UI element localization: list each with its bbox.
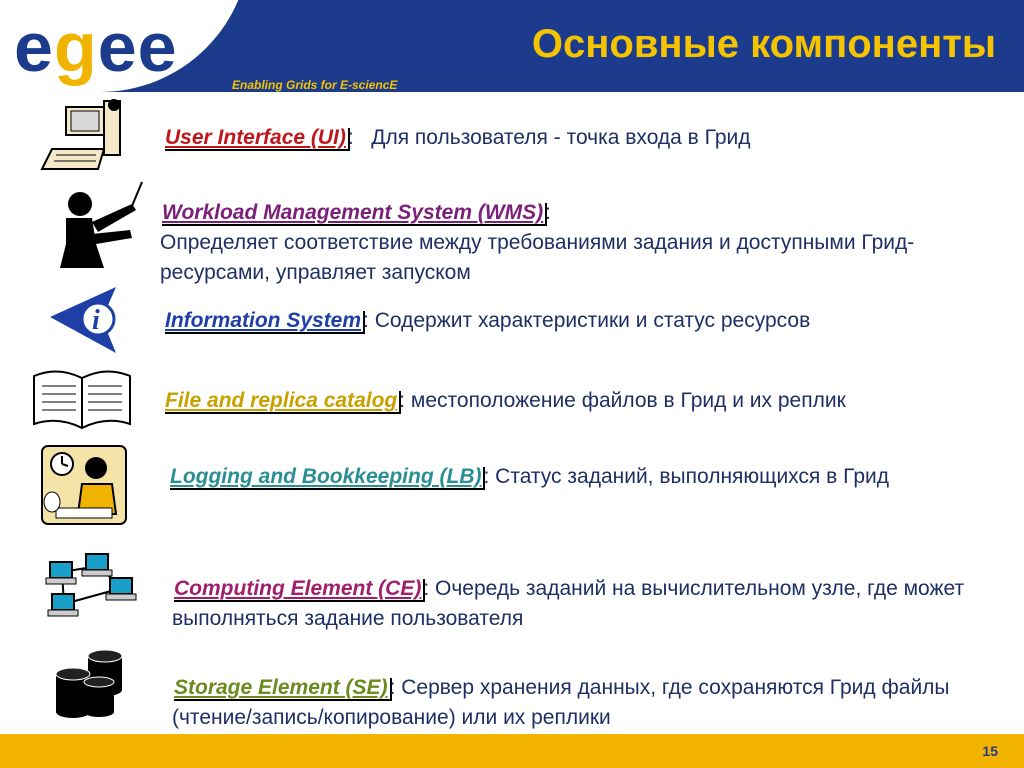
colon: : [483,465,490,488]
term-ui: User Interface (UI) [165,126,346,149]
header-bar [0,0,1024,92]
colon: : [423,577,430,600]
logo-text: egee [14,8,178,86]
page-title: Основные компоненты [531,22,996,66]
book-icon [30,364,134,439]
term-logging-bookkeeping: Logging and Bookkeeping (LB) [170,465,482,488]
term-file-replica-catalog: File and replica catalog [165,389,398,412]
desc-file-replica-catalog: местоположение файлов в Грид и их реплик [405,389,846,412]
list-item [168,462,968,492]
colon: : [545,201,552,224]
desc-computing-element: Очередь заданий на вычислительном узле, где может выполняться задание пользователя [172,577,965,630]
desc-wms: Определяет соответствие между требованиями задания и доступными Грид-ресурсами, управляет запуском [160,231,915,284]
desc-storage-element: Сервер хранения данных, где сохраняются Грид файлы (чтение/запись/копирование) или их реплики [172,676,950,729]
colon: : [363,309,369,332]
desc-information-system: Содержит характеристики и статус ресурсов [368,309,811,332]
list-item [163,306,810,336]
desc-logging-bookkeeping: Статус заданий, выполняющихся в Грид [489,465,889,488]
list-item [172,673,1012,733]
page-number: 15 [982,743,998,759]
colon: : [399,389,406,412]
storage-disks-icon [52,648,128,725]
user-computer-icon [38,97,122,178]
list-item [172,574,1012,634]
footer-bar [0,734,1024,768]
term-information-system: Information System [165,309,362,332]
list-item [163,123,751,153]
information-icon [46,285,124,360]
colon: : [389,676,396,699]
list-item [163,386,923,416]
list-item [160,198,920,288]
colon: : [347,126,354,149]
egee-logo [14,8,178,86]
bookkeeper-icon [40,444,128,531]
term-storage-element: Storage Element (SE) [174,676,388,699]
term-computing-element: Computing Element (CE) [174,577,422,600]
svg-text:i: i [92,305,100,336]
network-computers-icon [40,552,140,629]
tagline: Enabling Grids for E-sciencE [232,78,398,92]
conductor-icon [52,178,144,275]
desc-ui: Для пользователя - точка входа в Грид [353,126,751,149]
term-wms: Workload Management System (WMS) [162,201,544,224]
